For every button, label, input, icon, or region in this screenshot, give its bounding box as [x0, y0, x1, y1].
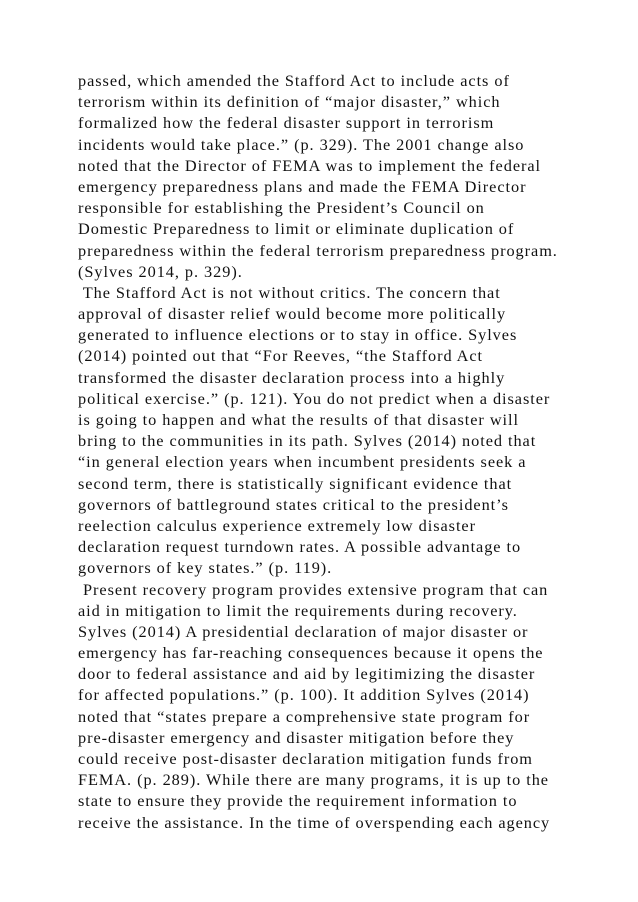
text-line: responsible for establishing the President’s Council on [78, 198, 485, 218]
text-line: is going to happen and what the results of that disaster will [78, 410, 519, 429]
text-line: (Sylves 2014, p. 329). [78, 261, 243, 281]
text-line: bring to the communities in its path. Sylves (2014) noted that [78, 431, 537, 451]
text-line: emergency has far-reaching consequences because it opens the [78, 643, 544, 663]
text-line: formalized how the federal disaster support in terrorism [78, 113, 495, 133]
text-line: noted that the Director of FEMA was to implement the federal [78, 155, 542, 175]
text-line: door to federal assistance and aid by legitimizing the disaster [78, 664, 536, 684]
text-line: Sylves (2014) A presidential declaration of major disaster or [78, 621, 529, 641]
text-line: Present recovery program provides extensive program that can [78, 579, 549, 599]
text-line: political exercise.” (p. 121). You do not predict when a disaster [78, 388, 551, 408]
text-line: declaration request turndown rates. A possible advantage to [78, 537, 522, 557]
text-line: (2014) pointed out that “For Reeves, “the Stafford Act [78, 346, 484, 366]
text-line: for affected populations.” (p. 100). It addition Sylves (2014) [78, 685, 530, 705]
text-line: approval of disaster relief would become more politically [78, 304, 507, 324]
text-line: could receive post-disaster declaration mitigation funds from [78, 749, 533, 768]
text-line: aid in mitigation to limit the requirements during recovery. [78, 600, 518, 620]
text-line: noted that “states prepare a comprehensive state program for [78, 706, 531, 726]
text-line: governors of key states.” (p. 119). [78, 558, 333, 578]
body-text [78, 70, 598, 833]
text-line: state to ensure they provide the requirement information to [78, 791, 518, 811]
text-line: FEMA. (p. 289). While there are many programs, it is up to the [78, 770, 549, 790]
text-line: emergency preparedness plans and made the FEMA Director [78, 176, 527, 196]
text-line: preparedness within the federal terrorism preparedness program. [78, 240, 558, 260]
text-line: governors of battleground states critical to the president’s [78, 494, 509, 514]
text-line: receive the assistance. In the time of overspending each agency [78, 812, 551, 832]
text-line: second term, there is statistically significant evidence that [78, 473, 513, 493]
text-line: terrorism within its definition of “major disaster,” which [78, 92, 501, 112]
text-line: transformed the disaster declaration process into a highly [78, 367, 506, 387]
text-line: passed, which amended the Stafford Act to include acts of [78, 71, 510, 90]
text-line: The Stafford Act is not without critics. The concern that [78, 282, 501, 302]
text-line: reelection calculus experience extremely low disaster [78, 515, 476, 535]
text-line: pre-disaster emergency and disaster mitigation before they [78, 727, 515, 747]
text-line: Domestic Preparedness to limit or eliminate duplication of [78, 219, 515, 239]
text-line: “in general election years when incumbent presidents seek a [78, 452, 527, 472]
text-line: generated to influence elections or to stay in office. Sylves [78, 325, 518, 345]
text-line: incidents would take place.” (p. 329). The 2001 change also [78, 134, 525, 154]
